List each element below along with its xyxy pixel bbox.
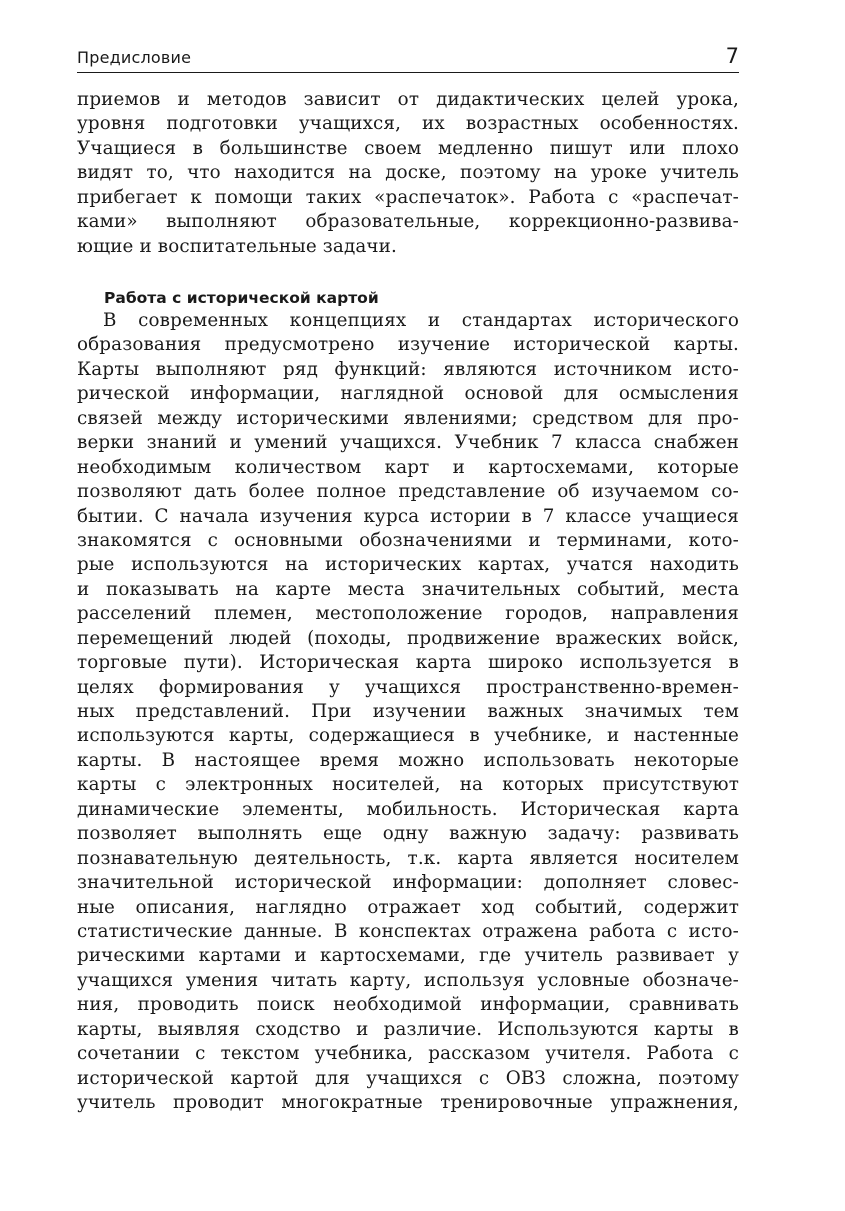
text-line: исторической картой для учащихся с ОВЗ сложна, поэтому [77, 1067, 739, 1089]
text-line: перемещений людей (походы, продвижение вражеских войск, [77, 627, 739, 649]
text-line: статистические данные. В конспектах отражена работа с исто- [77, 920, 739, 942]
text-line: ные описания, наглядно отражает ход событий, содержит [77, 896, 739, 918]
text-line: связей между историческими явлениями; средством для про- [77, 407, 739, 429]
intro-paragraph [77, 88, 739, 259]
text-line: сочетании с текстом учебника, рассказом учителя. Работа с [77, 1043, 739, 1065]
text-line: позволяют дать более полное представление об изучаемом со- [77, 481, 739, 503]
text-line: торговые пути). Историческая карта широко используется в [77, 652, 739, 674]
text-line: ющие и воспитательные задачи. [77, 235, 397, 257]
section-heading: Работа с исторической картой [104, 289, 379, 307]
text-line: Карты выполняют ряд функций: являются источником исто- [77, 358, 739, 380]
text-line: верки знаний и умений учащихся. Учебник 7 класса снабжен [77, 432, 739, 454]
map-work-paragraph [77, 309, 739, 1115]
text-line: целях формирования у учащихся пространственно-времен- [77, 676, 739, 698]
text-line: В современных концепциях и стандартах исторического [103, 310, 739, 331]
text-line: познавательную деятельность, т.к. карта является носителем [77, 847, 739, 869]
text-line: бытии. С начала изучения курса истории в 7 классе учащиеся [77, 505, 739, 527]
text-line: ками» выполняют образовательные, коррекционно-развива- [77, 211, 739, 233]
text-line: уровня подготовки учащихся, их возрастных особенностях. [77, 113, 739, 135]
text-line: и показывать на карте места значительных событий, места [77, 578, 739, 600]
text-line: прибегает к помощи таких «распечаток». Работа с «распечат- [77, 186, 739, 208]
text-line: расселений племен, местоположение городов, направления [77, 603, 739, 625]
text-line: карты с электронных носителей, на которых присутствуют [77, 774, 739, 796]
text-line: карты. В настоящее время можно использовать некоторые [77, 749, 739, 771]
text-line: рической информации, наглядной основой для осмысления [77, 383, 739, 405]
text-line: ных представлений. При изучении важных значимых тем [77, 701, 739, 722]
text-line: приемов и методов зависит от дидактических целей урока, [77, 89, 739, 110]
section-title: Предисловие [77, 48, 192, 67]
text-line: рые используются на исторических картах, учатся находить [77, 554, 739, 576]
text-line: используются карты, содержащиеся в учебнике, и настенные [77, 725, 739, 747]
text-line: ния, проводить поиск необходимой информации, сравнивать [77, 994, 739, 1016]
text-line: позволяет выполнять еще одну важную задачу: развивать [77, 823, 739, 845]
page-number: 7 [725, 44, 739, 68]
text-line: знакомятся с основными обозначениями и терминами, кото- [77, 529, 739, 551]
text-line: динамические элементы, мобильность. Историческая карта [77, 798, 739, 820]
running-head [77, 44, 739, 73]
text-line: учащихся умения читать карту, используя условные обозначе- [77, 969, 739, 991]
text-line: Учащиеся в большинстве своем медленно пишут или плохо [77, 137, 739, 159]
text-line: карты, выявляя сходство и различие. Используются карты в [77, 1018, 739, 1040]
text-line: видят то, что находится на доске, поэтому на уроке учитель [77, 162, 739, 184]
text-line: необходимым количеством карт и картосхемами, которые [77, 456, 739, 478]
text-line: образования предусмотрено изучение исторической карты. [77, 334, 739, 356]
text-line: значительной исторической информации: дополняет словес- [77, 872, 739, 894]
text-line: рическими картами и картосхемами, где учитель развивает у [77, 945, 739, 967]
text-line: учитель проводит многократные тренировочные упражнения, [77, 1092, 739, 1113]
